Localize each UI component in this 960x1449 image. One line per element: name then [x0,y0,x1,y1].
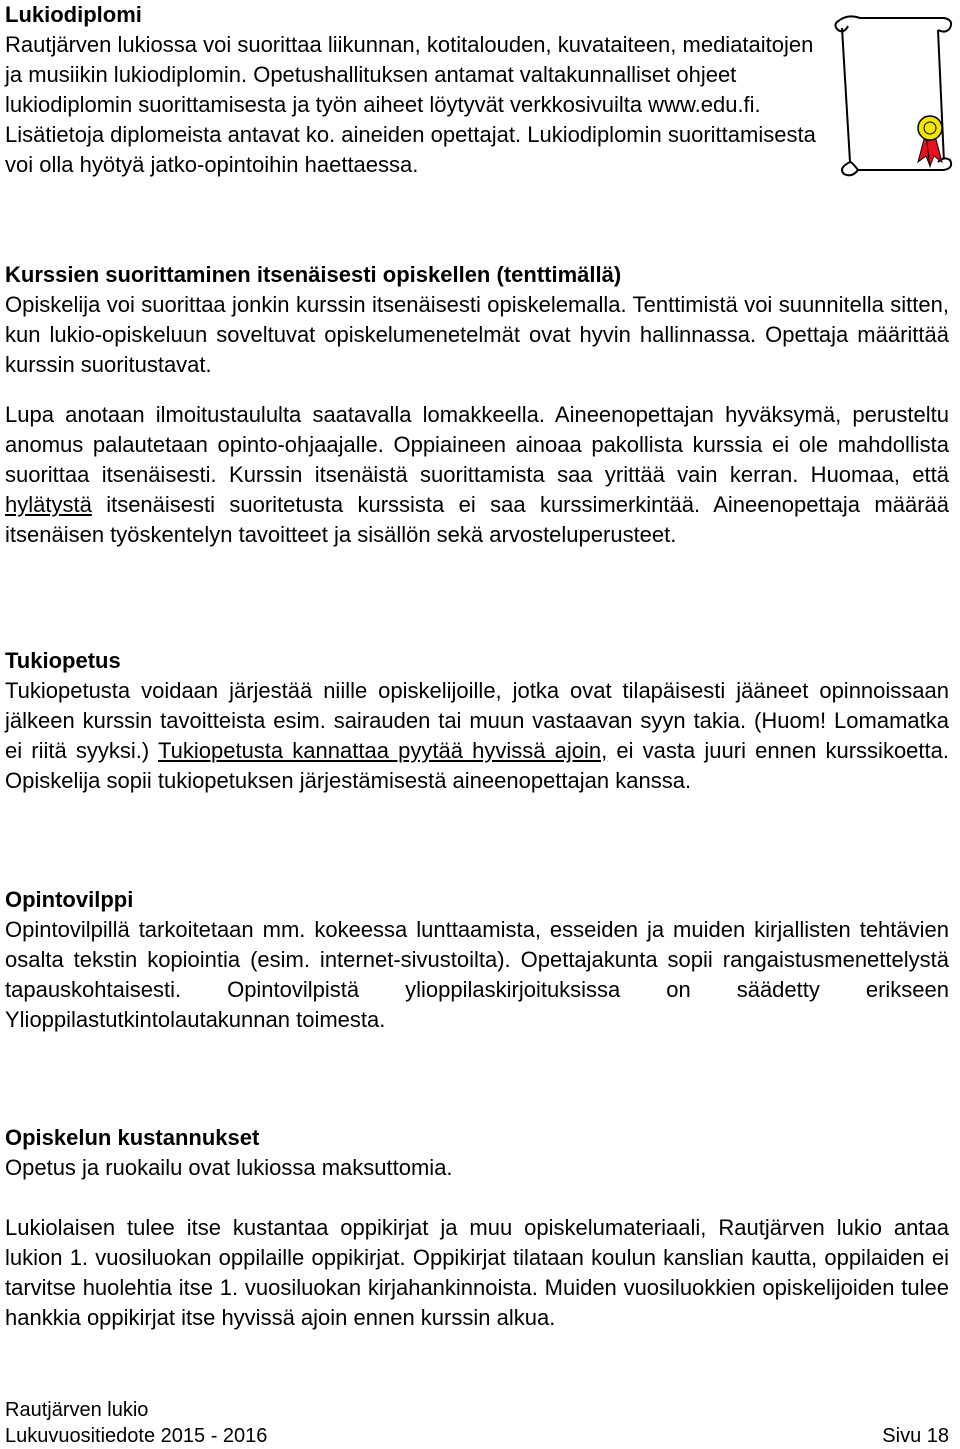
section-tukiopetus [5,646,949,796]
text-run: itsenäisesti suoritetusta kurssista ei saa kurssimerkintää. Aineenopettaja määrää itsenäisen työskentelyn tavoitteet ja sisällön sekä arvosteluperusteet. [5,492,949,547]
rosette-icon [918,116,942,166]
underlined-text: Tukiopetusta kannattaa pyytää hyvissä ajoin, [158,738,608,763]
paragraph-itsenainen-1: Opiskelija voi suorittaa jonkin kurssin itsenäisesti opiskelemalla. Tenttimistä voi suunnitella sitten, kun lukio-opiskeluun soveltuvat opiskelumenetelmät ovat hyvin hallinnassa. Opettaja määrittää kurssin suoritustavat. [5,292,949,377]
page-footer [5,1397,949,1449]
paragraph-kustannukset-1: Opetus ja ruokailu ovat lukiossa maksuttomia. [5,1155,453,1180]
page-number: Sivu 18 [882,1425,949,1447]
heading-itsenainen-opiskelu: Kurssien suorittaminen itsenäisesti opiskellen (tenttimällä) [5,262,622,287]
text-run: Tukiopetusta voidaan järjestää niille opiskelijoille, jotka ovat tilapäisesti jääneet opinnoissaan jälkeen kurssin tavoitteista esim. sairauden tai muun vastaavan syyn takia. (Huom! Lomamatka ei riitä syyksi.) [5,678,949,763]
paragraph-tukiopetus [5,676,949,796]
section-kustannukset [5,1123,949,1333]
paragraph-kustannukset-2: Lukiolaisen tulee itse kustantaa oppikirjat ja muu opiskelumateriaali, Rautjärven lukio antaa lukion 1. vuosiluokan oppilaille oppikirjat. Oppikirjat tilataan koulun kanslian kautta, oppilaiden ei tarvitse huolehtia itse 1. vuosiluokan kirjahankinnoista. Muiden vuosiluokkien opiskelijoiden tulee hankkia oppikirjat itse hyvissä ajoin ennen kurssin alkua. [5,1215,949,1330]
text-run: Lupa anotaan ilmoitustaululta saatavalla lomakkeella. Aineenopettajan hyväksymä, perusteltu anomus palautetaan opinto-ohjaajalle. Oppiaineen ainoaa pakollista kurssia ei ole mahdollista suorittaa itsenäisesti. Kurssin itsenäistä suorittamista saa yrittää vain kerran. Huomaa, että [5,402,949,487]
section-opintovilppi [5,885,949,1035]
footer-school: Rautjärven lukio [5,1399,149,1421]
heading-kustannukset: Opiskelun kustannukset [5,1125,260,1150]
footer-bulletin: Lukuvuositiedote 2015 - 2016 [5,1425,268,1447]
paragraph-itsenainen-2 [5,400,949,550]
heading-lukiodiplomi: Lukiodiplomi [5,2,142,27]
diploma-scroll-icon [826,12,956,180]
text-run: ei vasta juuri ennen kurssikoetta. Opiskelija sopii tukiopetuksen järjestämisestä aineenopettajan kanssa. [5,738,949,793]
paragraph-lukiodiplomi: Rautjärven lukiossa voi suorittaa liikunnan, kotitalouden, kuvataiteen, mediataitojen ja musiikin lukiodiplomin. Opetushallituksen antamat valtakunnalliset ohjeet lukiodiplomin suorittamisesta ja työn aiheet löytyvät verkkosivuilta www.edu.fi. Lisätietoja diplomeista antavat ko. aineiden opettajat. Lukiodiplomin suorittamisesta voi olla hyötyä jatko-opintoihin haettaessa. [5,32,816,177]
heading-opintovilppi: Opintovilppi [5,887,134,912]
underlined-text: hylätystä [5,492,92,517]
section-itsenainen-opiskelu [5,260,949,550]
heading-tukiopetus: Tukiopetus [5,648,121,673]
paragraph-opintovilppi: Opintovilpillä tarkoitetaan mm. kokeessa lunttaamista, esseiden ja muiden kirjallisten tehtävien osalta tekstin kopiointia (esim. internet-sivustoilta). Opettajakunta sopii rangaistusmenettelystä tapauskohtaisesti. Opintovilpistä ylioppilaskirjoituksissa on säädetty erikseen Ylioppilastutkintolautakunnan toimesta. [5,917,949,1032]
section-lukiodiplomi [5,0,949,180]
